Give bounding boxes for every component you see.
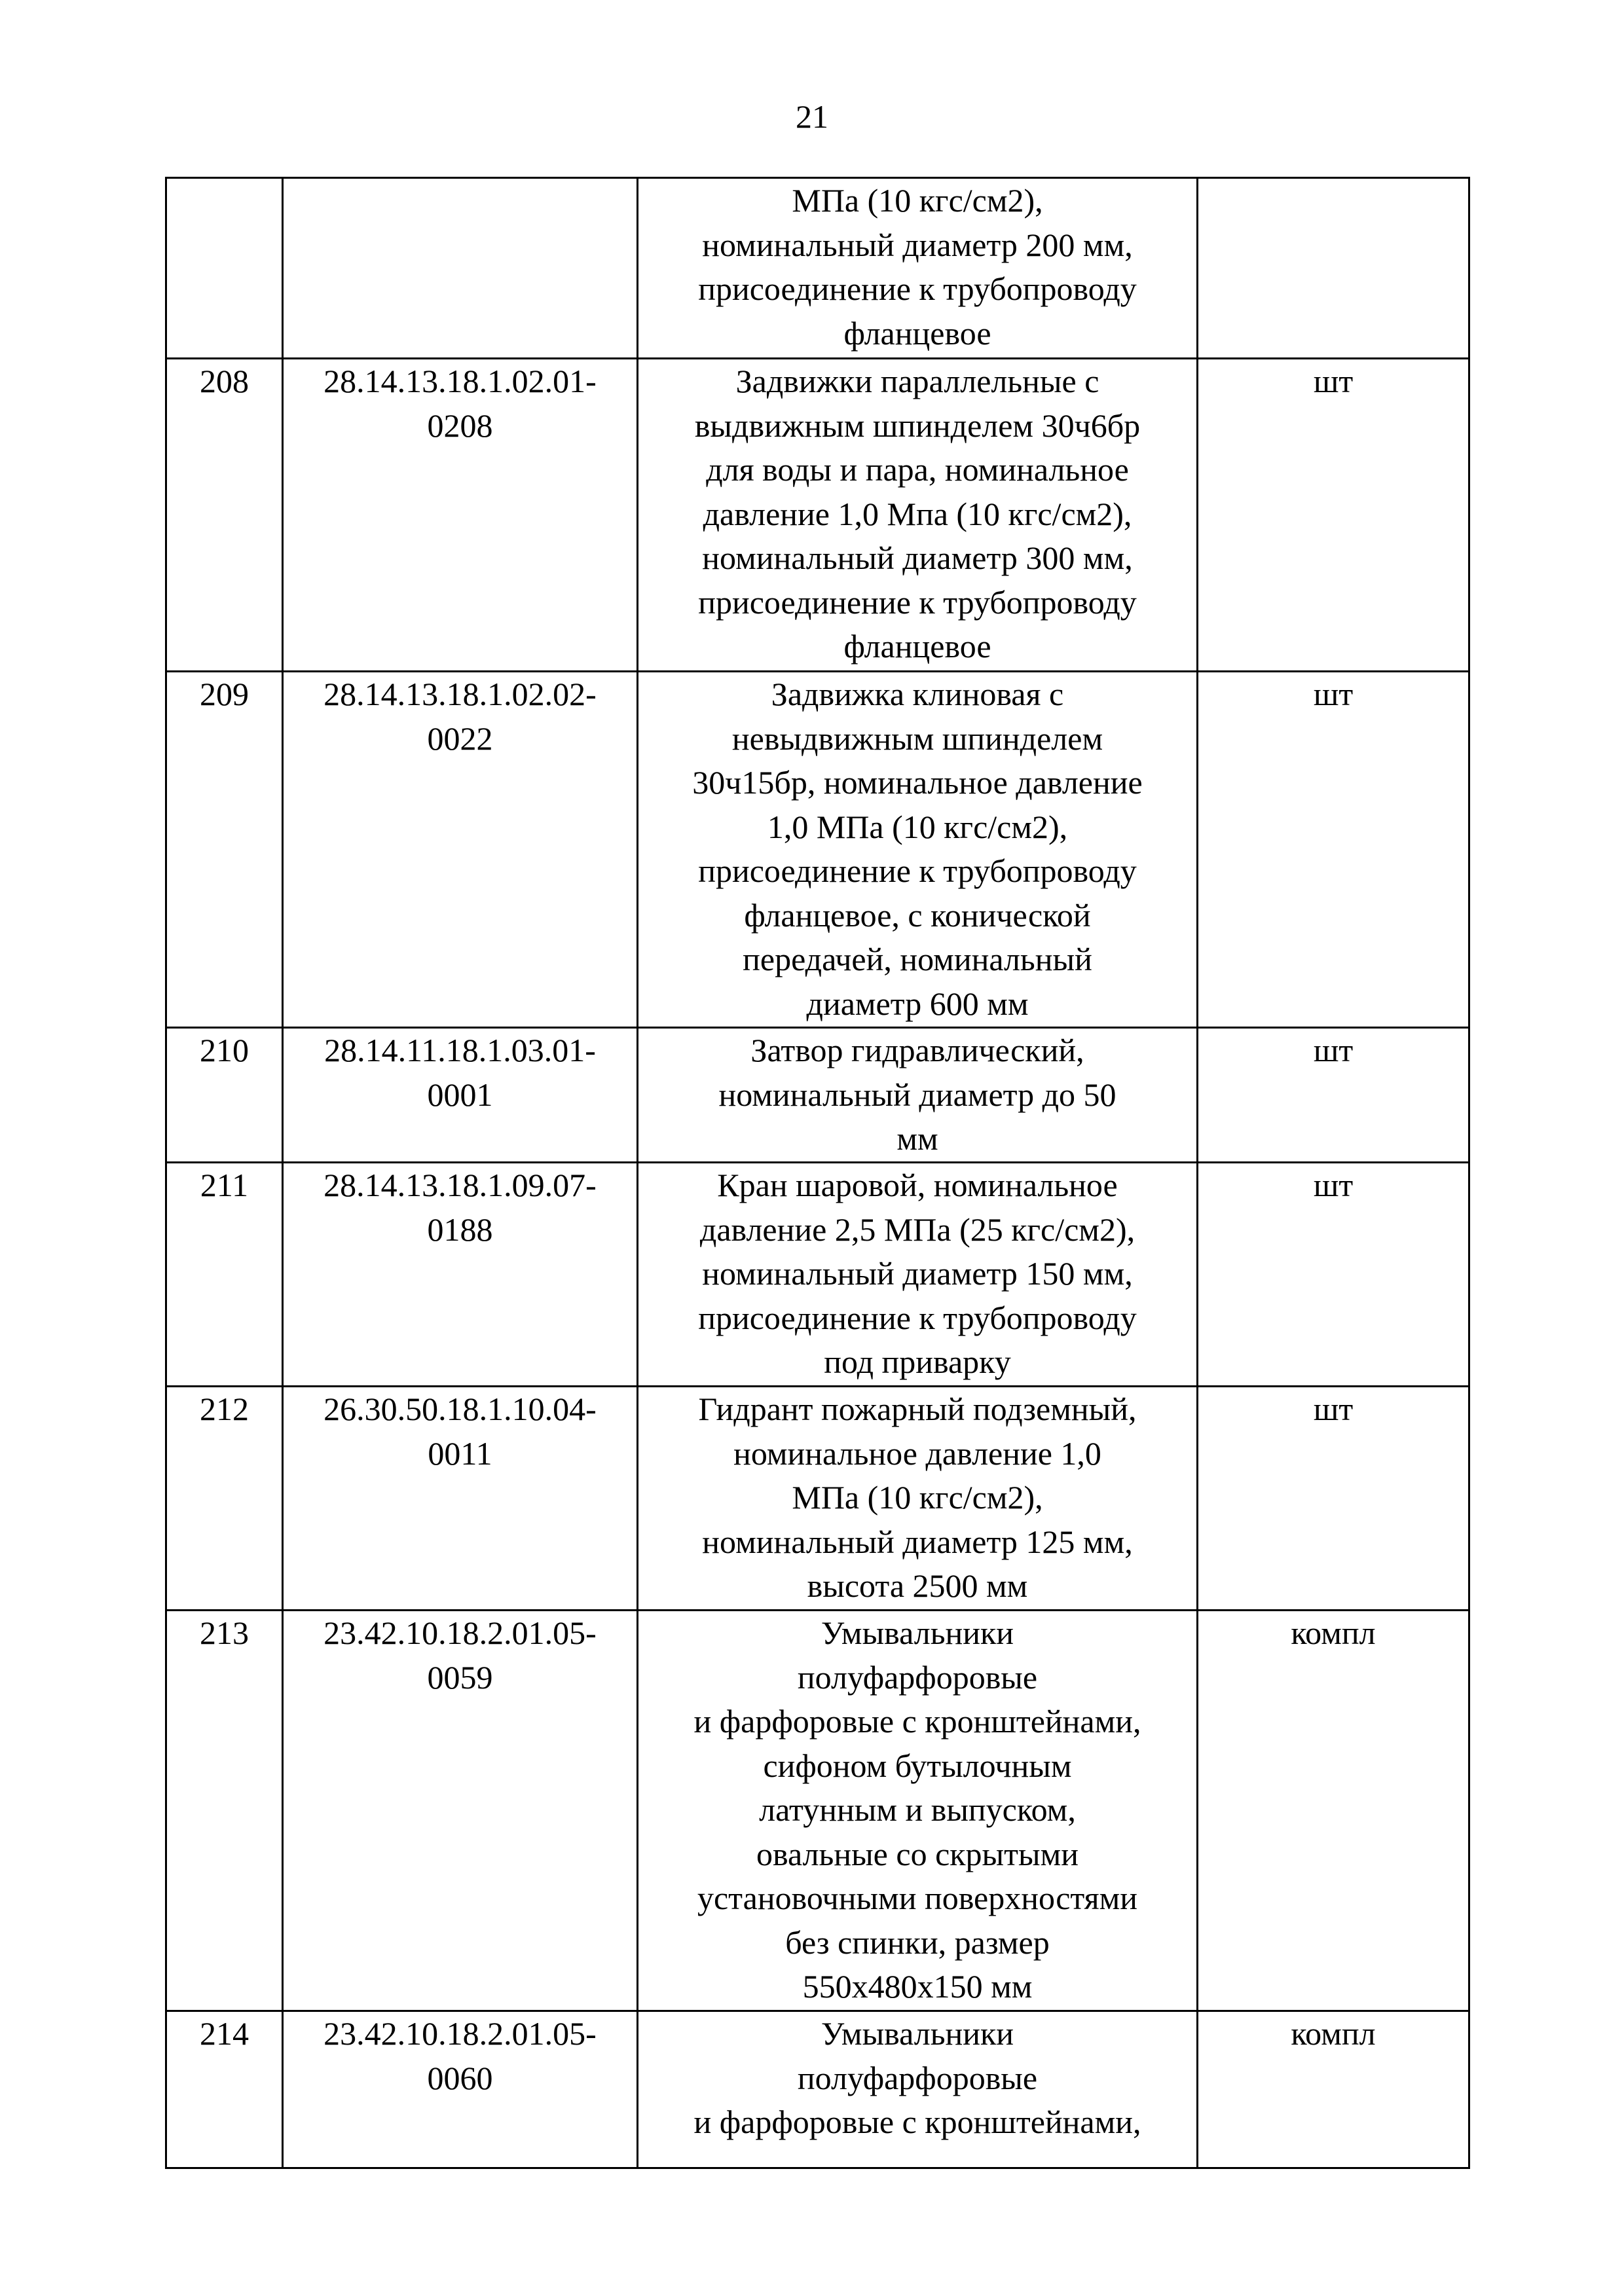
description-line: овальные со скрытыми bbox=[756, 1835, 1079, 1872]
description-line: номинальный диаметр 125 мм, bbox=[702, 1523, 1133, 1560]
table-row bbox=[166, 1387, 1469, 1611]
code-cell bbox=[283, 1163, 638, 1387]
description-line: 550х480х150 мм bbox=[802, 1968, 1033, 2005]
code-line: 0001 bbox=[427, 1076, 493, 1113]
description-line: номинальный диаметр до 50 bbox=[718, 1076, 1116, 1113]
code-cell bbox=[283, 178, 638, 359]
description-line: и фарфоровые с кронштейнами, bbox=[693, 2104, 1141, 2140]
description-line: невыдвижным шпинделем bbox=[731, 720, 1103, 757]
description-line: под приварку bbox=[824, 1343, 1011, 1380]
description-line: МПа (10 кгс/см2), bbox=[792, 182, 1043, 219]
description-line: номинальный диаметр 200 мм, bbox=[702, 226, 1133, 263]
code-line: 0188 bbox=[427, 1211, 493, 1248]
description-line: присоединение к трубопроводу bbox=[698, 1299, 1137, 1336]
code-line: 0060 bbox=[427, 2059, 493, 2096]
code-cell bbox=[283, 1611, 638, 2011]
description-line: Умывальники bbox=[821, 2015, 1014, 2052]
code-line: 23.42.10.18.2.01.05- bbox=[323, 1614, 597, 1651]
description-line: Затвор гидравлический, bbox=[750, 1032, 1084, 1068]
page-number: 21 bbox=[796, 98, 828, 135]
row-number-cell: 213 bbox=[166, 1611, 283, 2011]
table-row bbox=[166, 1611, 1469, 2011]
code-cell bbox=[283, 1028, 638, 1163]
description-line: номинальное давление 1,0 bbox=[733, 1434, 1101, 1472]
description-cell bbox=[638, 2011, 1198, 2168]
code-cell bbox=[283, 1387, 638, 1611]
unit-cell: шт bbox=[1198, 1028, 1469, 1163]
description-line: выдвижным шпинделем 30ч6бр bbox=[694, 407, 1141, 444]
description-line: присоединение к трубопроводу bbox=[698, 270, 1137, 307]
unit-cell: компл bbox=[1198, 1611, 1469, 2011]
specification-table bbox=[165, 177, 1470, 2169]
unit-cell: компл bbox=[1198, 2011, 1469, 2168]
description-line: и фарфоровые с кронштейнами, bbox=[693, 1703, 1141, 1740]
description-line: высота 2500 мм bbox=[807, 1567, 1028, 1604]
description-line: МПа (10 кгс/см2), bbox=[792, 1479, 1043, 1516]
description-line: Задвижки параллельные с bbox=[735, 363, 1099, 399]
table-row bbox=[166, 672, 1469, 1028]
description-line: 1,0 МПа (10 кгс/см2), bbox=[767, 808, 1068, 845]
description-line: давление 1,0 Мпа (10 кгс/см2), bbox=[703, 495, 1132, 532]
table-row bbox=[166, 1028, 1469, 1163]
unit-cell: шт bbox=[1198, 1163, 1469, 1387]
code-line: 28.14.13.18.1.02.02- bbox=[323, 676, 597, 712]
code-cell bbox=[283, 359, 638, 672]
description-cell bbox=[638, 359, 1198, 672]
description-line: мм bbox=[896, 1120, 938, 1157]
table-row bbox=[166, 178, 1469, 359]
description-line: Умывальники bbox=[821, 1614, 1014, 1651]
code-line: 0022 bbox=[427, 720, 493, 757]
description-line: номинальный диаметр 300 мм, bbox=[702, 539, 1133, 576]
row-number-cell: 210 bbox=[166, 1028, 283, 1163]
code-line: 28.14.11.18.1.03.01- bbox=[324, 1032, 596, 1068]
description-cell bbox=[638, 178, 1198, 359]
description-line: для воды и пара, номинальное bbox=[706, 451, 1129, 488]
description-line: фланцевое bbox=[843, 314, 991, 352]
code-cell bbox=[283, 2011, 638, 2168]
description-line: сифоном бутылочным bbox=[763, 1747, 1072, 1784]
description-line: фланцевое bbox=[843, 628, 991, 665]
unit-cell: шт bbox=[1198, 359, 1469, 672]
row-number-cell: 209 bbox=[166, 672, 283, 1028]
code-line: 0011 bbox=[428, 1434, 492, 1472]
row-number-cell: 212 bbox=[166, 1387, 283, 1611]
description-cell bbox=[638, 1387, 1198, 1611]
description-line: установочными поверхностями bbox=[697, 1880, 1138, 1916]
description-line: Задвижка клиновая с bbox=[771, 676, 1064, 712]
description-cell bbox=[638, 672, 1198, 1028]
description-line: без спинки, размер bbox=[785, 1923, 1050, 1961]
code-line: 23.42.10.18.2.01.05- bbox=[323, 2015, 597, 2052]
description-line: диаметр 600 мм bbox=[806, 985, 1029, 1022]
description-cell bbox=[638, 1028, 1198, 1163]
table-row bbox=[166, 1163, 1469, 1387]
description-line: передачей, номинальный bbox=[743, 941, 1092, 977]
description-cell bbox=[638, 1163, 1198, 1387]
code-line: 28.14.13.18.1.09.07- bbox=[323, 1167, 597, 1203]
description-line: присоединение к трубопроводу bbox=[698, 583, 1137, 621]
description-cell bbox=[638, 1611, 1198, 2011]
description-line: присоединение к трубопроводу bbox=[698, 852, 1137, 889]
description-line: фланцевое, с конической bbox=[744, 896, 1091, 934]
description-line: давление 2,5 МПа (25 кгс/см2), bbox=[699, 1211, 1135, 1248]
code-line: 26.30.50.18.1.10.04- bbox=[323, 1391, 597, 1427]
description-line: Кран шаровой, номинальное bbox=[717, 1167, 1118, 1203]
code-line: 0208 bbox=[427, 407, 493, 444]
row-number-cell: 214 bbox=[166, 2011, 283, 2168]
code-cell bbox=[283, 672, 638, 1028]
description-line: латунным и выпуском, bbox=[759, 1791, 1076, 1828]
table-row bbox=[166, 2011, 1469, 2168]
table-row bbox=[166, 359, 1469, 672]
row-number-cell: 208 bbox=[166, 359, 283, 672]
unit-cell: шт bbox=[1198, 1387, 1469, 1611]
description-line: полуфарфоровые bbox=[797, 2059, 1038, 2096]
description-line: Гидрант пожарный подземный, bbox=[698, 1391, 1137, 1427]
code-line: 28.14.13.18.1.02.01- bbox=[323, 363, 597, 399]
row-number-cell bbox=[166, 178, 283, 359]
description-line: полуфарфоровые bbox=[797, 1658, 1038, 1696]
description-line: 30ч15бр, номинальное давление bbox=[692, 764, 1143, 801]
unit-cell bbox=[1198, 178, 1469, 359]
code-line: 0059 bbox=[427, 1658, 493, 1696]
row-number-cell: 211 bbox=[166, 1163, 283, 1387]
unit-cell: шт bbox=[1198, 672, 1469, 1028]
table-body bbox=[166, 178, 1469, 2168]
description-line: номинальный диаметр 150 мм, bbox=[702, 1255, 1133, 1292]
